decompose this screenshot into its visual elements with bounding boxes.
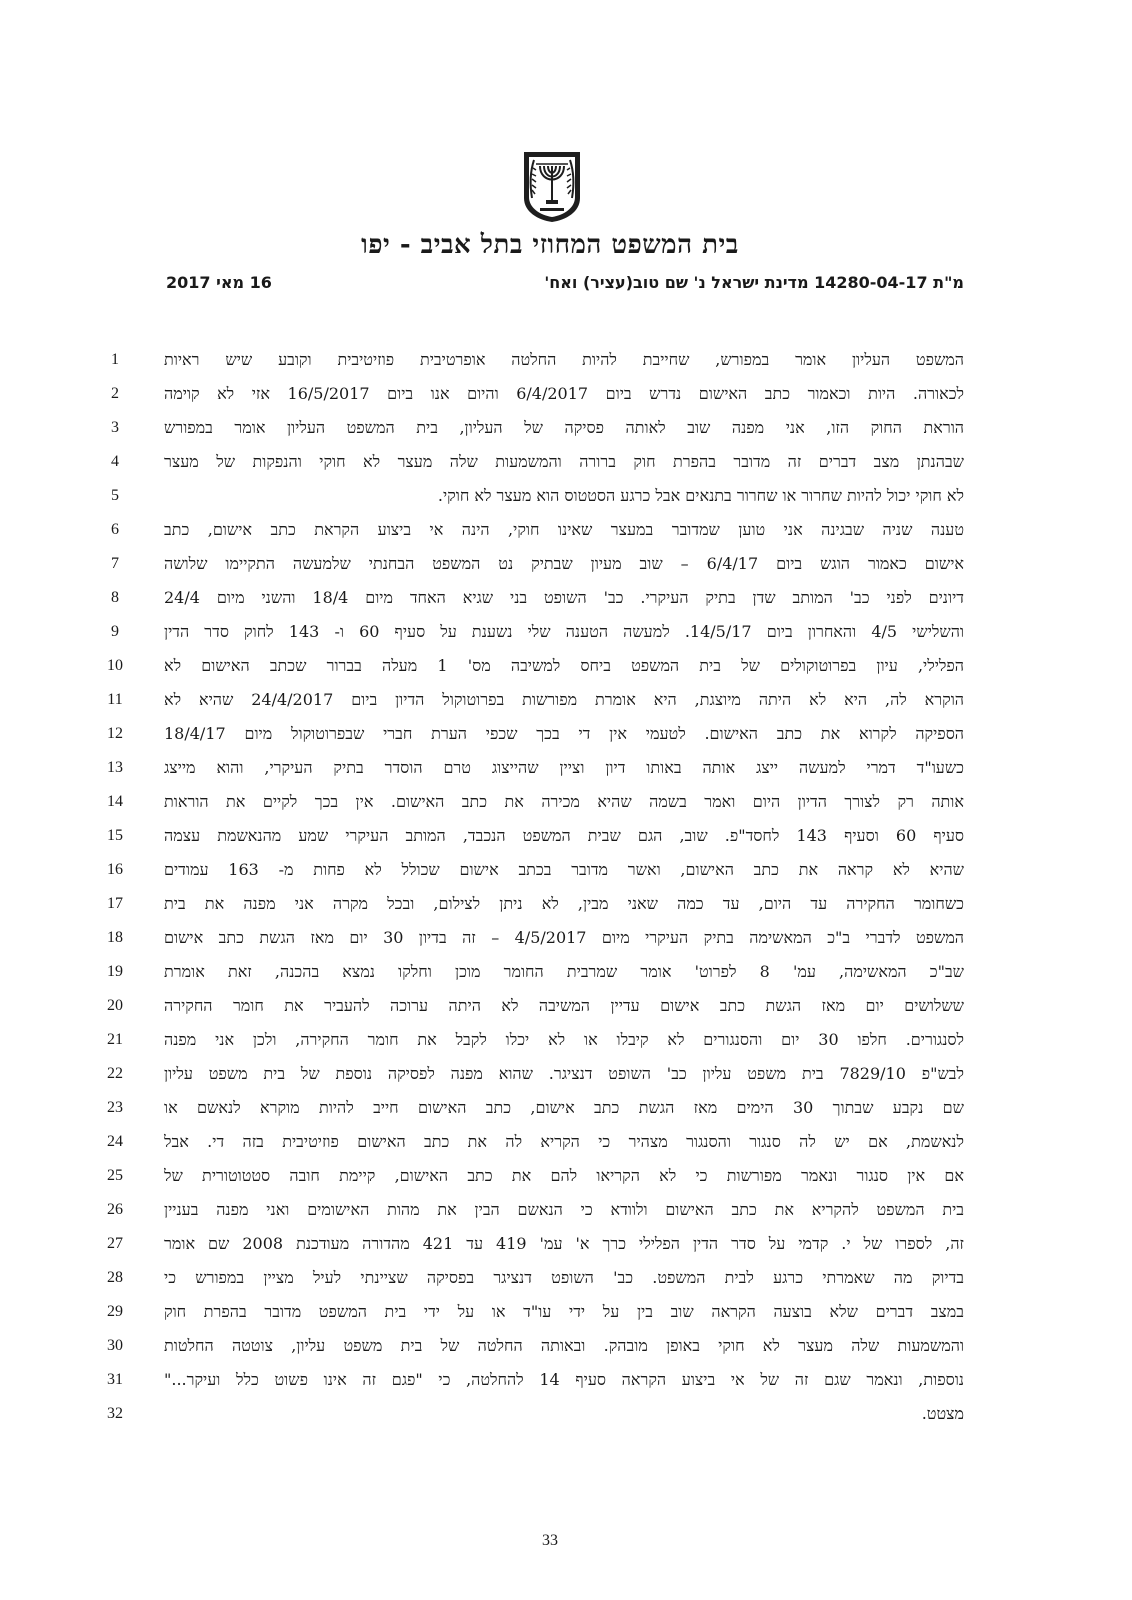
transcript-line: מצטט.	[921, 1404, 964, 1423]
line-number: 32	[107, 1405, 123, 1422]
transcript-line: זה, לספרו של י. קדמי על סדר הדין הפלילי כרך א' עמ' 419 עד 421 מהדורה מעודכנת 2008 שם אומר	[164, 1234, 964, 1253]
transcript-line: כשחומר החקירה עד היום, עד כמה שאני מבין, לא ניתן לצילום, ובכל מקרה אני מפנה את בית	[164, 894, 964, 913]
transcript-line: לנאשמת, אם יש לה סנגור והסנגור מצהיר כי הקריא לה את כתב האישום פוזיטיבית בזה די. אבל	[164, 1132, 964, 1151]
line-number: 12	[107, 725, 123, 742]
transcript-body	[164, 343, 964, 1431]
line-number: 21	[107, 1031, 123, 1048]
transcript-line: בית המשפט להקריא את כתב האישום ולוודא כי הנאשם הבין את מהות האישומים ואני מפנה בעניין	[164, 1200, 964, 1219]
court-name: בית המשפט המחוזי בתל אביב - יפו	[361, 230, 739, 260]
line-number: 18	[107, 929, 123, 946]
transcript-line: אישום כאמור הוגש ביום 6/4/17 – שוב מעיון שבתיק נט המשפט הבחנתי שלמעשה התקיימו שלושה	[164, 554, 964, 573]
transcript-line: נוספות, ונאמר שגם זה של אי ביצוע הקראה סעיף 14 להחלטה, כי "פגם זה אינו פשוט כלל ועיקר..."	[164, 1370, 964, 1389]
transcript-line: אותה רק לצורך הדיון היום ואמר בשמה שהיא מכירה את כתב האישום. אין בכך לקיים את הוראות	[164, 792, 964, 811]
transcript-line: שהיא לא קראה את כתב האישום, ואשר מדובר בכתב אישום שכולל לא פחות מ- 163 עמודים	[164, 860, 964, 879]
transcript-line: כשעו"ד דמרי למעשה ייצג אותה באותו דיון וציין שהייצוג טרם הוסדר בתיק העיקרי, והוא מייצג	[164, 758, 964, 777]
line-number: 14	[107, 793, 123, 810]
transcript-line: אם אין סנגור ונאמר מפורשות כי לא הקריאו להם את כתב האישום, קיימת חובה סטטוטורית של	[164, 1166, 964, 1185]
line-number: 7	[111, 555, 119, 572]
line-number: 29	[107, 1303, 123, 1320]
case-title: מ"ת 14280-04-17 מדינת ישראל נ' שם טוב(עציר) ואח'	[544, 273, 964, 292]
transcript-line: במצב דברים שלא בוצעה הקראה שוב בין על ידי עו"ד או על ידי בית המשפט מדובר בהפרת חוק	[164, 1302, 964, 1321]
line-number: 11	[107, 691, 123, 708]
transcript-line: המשפט העליון אומר במפורש, שחייבת להיות החלטה אופרטיבית פוזיטיבית וקובע שיש ראיות	[164, 350, 964, 369]
transcript-line: והמשמעות שלה מעצר לא חוקי באופן מובהק. ובאותה החלטה של בית משפט עליון, צוטטה החלטות	[164, 1336, 964, 1355]
transcript-line: שב"כ המאשימה, עמ' 8 לפרוט' אומר שמרבית החומר מוכן וחלקו נמצא בהכנה, זאת אומרת	[164, 962, 964, 981]
line-number: 8	[111, 589, 119, 606]
transcript-line: טענה שניה שבגינה אני טוען שמדובר במעצר שאינו חוקי, הינה אי ביצוע הקראת כתב אישום, כתב	[164, 520, 964, 539]
line-number: 16	[107, 861, 123, 878]
line-number: 27	[107, 1235, 123, 1252]
transcript-line: שם נקבע שבתוך 30 הימים מאז הגשת כתב אישום, כתב האישום חייב להיות מוקרא לנאשם או	[164, 1098, 964, 1117]
transcript-line: ששלושים יום מאז הגשת כתב אישום עדיין המשיבה לא היתה ערוכה להעביר את חומר החקירה	[164, 996, 964, 1015]
line-number: 3	[111, 419, 119, 436]
line-number: 25	[107, 1167, 123, 1184]
transcript-line: סעיף 60 וסעיף 143 לחסד"פ. שוב, הגם שבית המשפט הנכבד, המותב העיקרי שמע מהנאשמת עצמה	[164, 826, 964, 845]
transcript-line: שבהנתן מצב דברים זה מדובר בהפרת חוק ברורה והמשמעות שלה מעצר לא חוקי והנפקות של מעצר	[164, 452, 964, 471]
line-number: 13	[107, 759, 123, 776]
line-number-column	[100, 343, 130, 1431]
line-number: 31	[107, 1371, 123, 1388]
line-number: 23	[107, 1099, 123, 1116]
line-number: 17	[107, 895, 123, 912]
menorah-emblem-icon	[520, 150, 584, 224]
line-number: 24	[107, 1133, 123, 1150]
transcript-line: הוקרא לה, היא לא היתה מיוצגת, היא אומרת מפורשות בפרוטוקול הדיון ביום 24/4/2017 שהיא לא	[164, 690, 964, 709]
line-number: 19	[107, 963, 123, 980]
line-number: 22	[107, 1065, 123, 1082]
transcript-line: לסנגורים. חלפו 30 יום והסנגורים לא קיבלו או לא יכלו לקבל את חומר החקירה, ולכן אני מפנה	[164, 1030, 964, 1049]
transcript-line: לבש"פ 7829/10 בית משפט עליון כב' השופט דנציגר. שהוא מפנה לפסיקה נוספת של בית משפט עליון	[164, 1064, 964, 1083]
transcript-line: המשפט לדברי ב"כ המאשימה בתיק העיקרי מיום 4/5/2017 – זה בדיון 30 יום מאז הגשת כתב אישום	[164, 928, 964, 947]
line-number: 5	[111, 487, 119, 504]
line-number: 10	[107, 657, 123, 674]
transcript-line: הספיקה לקרוא את כתב האישום. לטעמי אין די בכך שכפי הערת חברי שבפרוטוקול מיום 18/4/17	[164, 724, 964, 743]
page-number: 33	[542, 1532, 558, 1549]
line-number: 9	[111, 623, 119, 640]
transcript-line: הפלילי, עיון בפרוטוקולים של בית המשפט ביחס למשיבה מס' 1 מעלה בברור שכתב האישום לא	[164, 656, 964, 675]
line-number: 1	[111, 351, 119, 368]
line-number: 6	[111, 521, 119, 538]
transcript-line: דיונים לפני כב' המותב שדן בתיק העיקרי. כב' השופט בני שגיא האחד מיום 18/4 והשני מיום 24/4	[164, 588, 964, 607]
line-number: 4	[111, 453, 119, 470]
line-number: 20	[107, 997, 123, 1014]
transcript-line: והשלישי 4/5 והאחרון ביום 14/5/17. למעשה הטענה שלי נשענת על סעיף 60 ו- 143 לחוק סדר הדין	[164, 622, 964, 641]
line-number: 2	[111, 385, 119, 402]
line-number: 26	[107, 1201, 123, 1218]
transcript-line: לכאורה. היות וכאמור כתב האישום נדרש ביום 6/4/2017 והיום אנו ביום 16/5/2017 אזי לא קוימה	[164, 384, 964, 403]
hearing-date: 16 מאי 2017	[166, 273, 272, 292]
line-number: 28	[107, 1269, 123, 1286]
line-number: 15	[107, 827, 123, 844]
transcript-line: הוראת החוק הזו, אני מפנה שוב לאותה פסיקה של העליון, בית המשפט העליון אומר במפורש	[164, 418, 964, 437]
line-number: 30	[107, 1337, 123, 1354]
transcript-line: בדיוק מה שאמרתי כרגע לבית המשפט. כב' השופט דנציגר בפסיקה שציינתי לעיל מציין במפורש כי	[164, 1268, 964, 1287]
transcript-line: לא חוקי יכול להיות שחרור או שחרור בתנאים אבל כרגע הסטטוס הוא מעצר לא חוקי.	[437, 486, 964, 505]
